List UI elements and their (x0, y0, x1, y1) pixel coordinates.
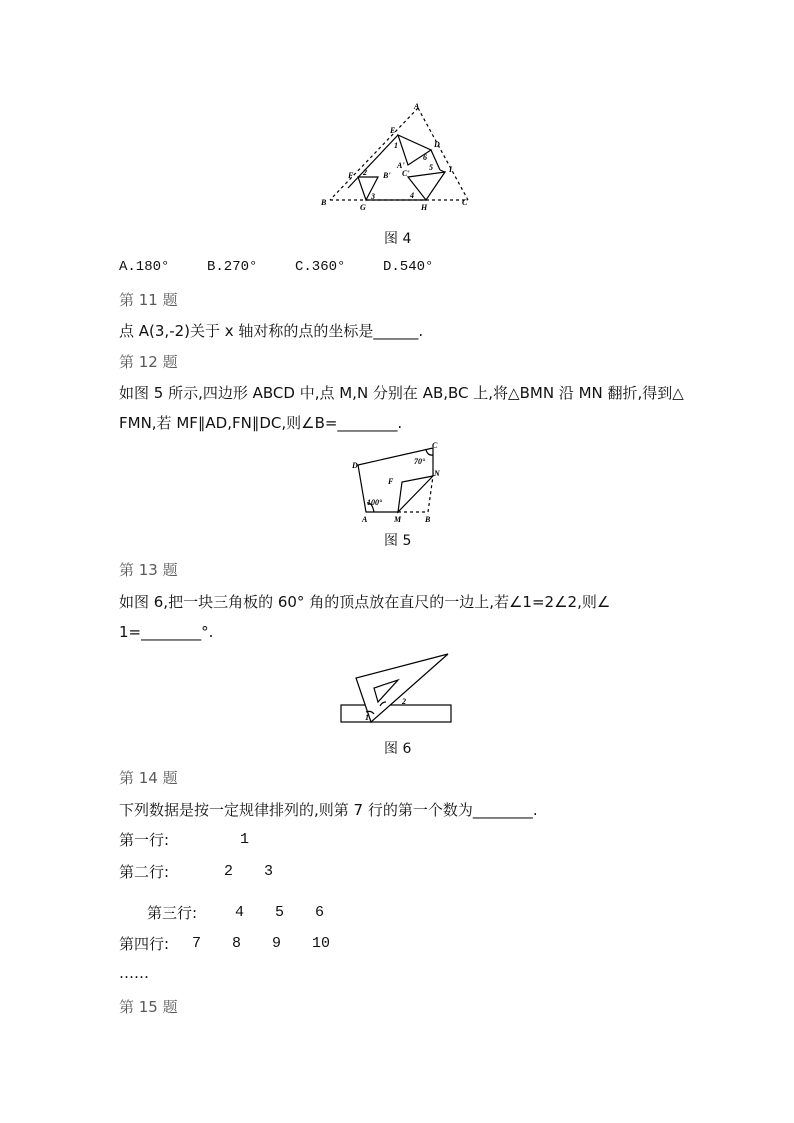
fig5-label-D: D (352, 461, 358, 470)
fig5-label-C: C (432, 441, 438, 450)
fig4-label-2: 2 (363, 168, 367, 177)
option-a: A.180° (119, 259, 170, 275)
fig5-angle-70: 70° (414, 457, 426, 466)
row-4-name: 第四行: (119, 935, 170, 953)
question-13-label: 第 13 题 (119, 561, 178, 579)
figure-4-diagram (318, 100, 478, 215)
row-2-value-1: 2 (224, 863, 234, 880)
option-b: B.270° (207, 259, 258, 275)
figure-6-diagram (338, 650, 456, 726)
fig5-label-N: N (434, 469, 440, 478)
fig4-label-D: D (434, 140, 440, 149)
row-2-name: 第二行: (119, 863, 170, 881)
row-1-value-1: 1 (240, 831, 250, 848)
option-d: D.540° (383, 259, 434, 275)
fig4-label-I: I (449, 165, 453, 174)
fig4-label-A-prime: A' (397, 161, 405, 170)
row-1-name: 第一行: (119, 831, 170, 849)
figure-5-caption: 图 5 (384, 533, 412, 549)
fig4-label-C-prime: C' (402, 169, 410, 178)
fig4-label-G: G (360, 203, 366, 212)
question-14-label: 第 14 题 (119, 769, 178, 787)
row-4-value-4: 10 (312, 935, 331, 952)
fig5-label-A: A (362, 515, 368, 524)
figure-5-diagram (348, 440, 448, 525)
fig4-label-5: 5 (429, 163, 433, 172)
fig4-label-H: H (421, 203, 428, 212)
fig5-label-F: F (388, 477, 394, 486)
fig5-label-B: B (425, 515, 431, 524)
question-11-text: 点 A(3,-2)关于 x 轴对称的点的坐标是______. (119, 322, 424, 340)
row-3-value-3: 6 (315, 904, 325, 921)
figure-4-caption: 图 4 (384, 231, 412, 247)
fig4-label-4: 4 (410, 191, 414, 200)
fig4-label-3: 3 (371, 192, 375, 201)
fig4-label-B-prime: B' (383, 171, 391, 180)
fig5-label-M: M (394, 515, 402, 524)
row-2-value-2: 3 (264, 863, 274, 880)
fig6-label-1: 1 (365, 713, 369, 722)
question-13-line-1: 如图 6,把一块三角板的 60° 角的顶点放在直尺的一边上,若∠1=2∠2,则∠ (119, 593, 611, 611)
question-13-line-2: 1=________°. (119, 623, 214, 641)
question-15-label: 第 15 题 (119, 998, 178, 1016)
option-c: C.360° (295, 259, 346, 275)
fig6-label-2: 2 (402, 697, 406, 706)
fig4-label-C: C (462, 198, 468, 207)
figure-6-caption: 图 6 (384, 741, 412, 757)
row-4-value-3: 9 (272, 935, 282, 952)
fig4-label-A: A (414, 102, 420, 111)
row-4-value-2: 8 (232, 935, 242, 952)
fig4-label-E: E (390, 126, 396, 135)
question-11-label: 第 11 题 (119, 291, 178, 309)
question-14-text: 下列数据是按一定规律排列的,则第 7 行的第一个数为________. (119, 801, 538, 819)
fig4-label-1: 1 (394, 141, 398, 150)
row-4-value-1: 7 (192, 935, 202, 952)
fig4-label-6: 6 (423, 153, 427, 162)
row-3-value-2: 5 (275, 904, 285, 921)
ellipsis: …… (119, 964, 149, 982)
question-12-line-2: FMN,若 MF∥AD,FN∥DC,则∠B=________. (119, 414, 403, 432)
fig4-label-B: B (321, 198, 327, 207)
fig5-angle-100: 100° (367, 498, 383, 507)
row-3-value-1: 4 (235, 904, 245, 921)
row-3-name: 第三行: (147, 904, 198, 922)
question-12-line-1: 如图 5 所示,四边形 ABCD 中,点 M,N 分别在 AB,BC 上,将△BMN 沿 MN 翻折,得到△ (119, 384, 684, 402)
question-12-label: 第 12 题 (119, 353, 178, 371)
fig4-label-F: F (348, 171, 354, 180)
